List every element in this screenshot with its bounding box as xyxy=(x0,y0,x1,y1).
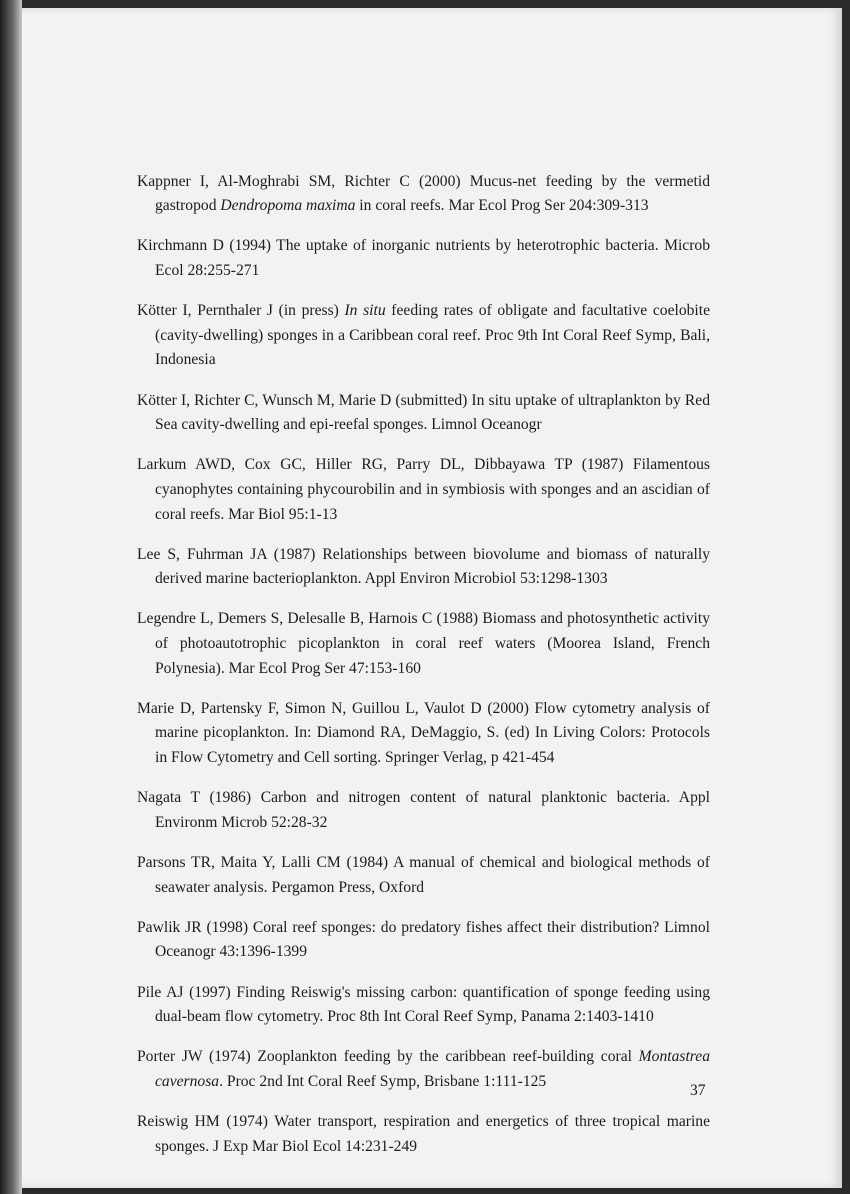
reference-list xyxy=(137,154,710,1159)
reference-text: Lee S, Fuhrman JA (1987) Relationships between biovolume and biomass of naturally derived marine bacterioplankton. Appl Environ Microbiol 53:1298-1303 xyxy=(137,545,710,588)
reference-entry xyxy=(137,1045,710,1094)
document-page xyxy=(22,8,842,1188)
page-number: 37 xyxy=(690,1082,706,1099)
reference-text: Marie D, Partensky F, Simon N, Guillou L, Vaulot D (2000) Flow cytometry analysis of marine picoplankton. In: Diamond RA, DeMaggio, S. (ed) In Living Colors: Protocols in Flow Cytometry and Cell sorting. Springer Verlag, p 421-454 xyxy=(137,699,710,767)
reference-entry xyxy=(137,389,710,438)
reference-entry xyxy=(137,916,710,965)
reference-entry xyxy=(137,607,710,681)
reference-entry xyxy=(137,543,710,592)
reference-text: feeding rates of obligate and facultative coelobite (cavity-dwelling) sponges in a Caribbean coral reef. Proc 9th Int Coral Reef Symp, Bali, Indonesia xyxy=(155,302,711,369)
reference-text: Parsons TR, Maita Y, Lalli CM (1984) A manual of chemical and biological methods of seawater analysis. Pergamon Press, Oxford xyxy=(137,854,710,896)
reference-text: Nagata T (1986) Carbon and nitrogen content of natural planktonic bacteria. Appl Environm Microb 52:28-32 xyxy=(137,789,710,831)
reference-text: Kötter I, Richter C, Wunsch M, Marie D (submitted) In situ uptake of ultraplankton by Red Sea cavity-dwelling and epi-reefal sponges. Limnol Oceanogr xyxy=(137,391,710,434)
reference-text: Legendre L, Demers S, Delesalle B, Harnois C (1988) Biomass and photosynthetic activity of photoautotrophic picoplankton in coral reef waters (Moorea Island, French Polynesia). Mar Ecol Prog Ser 47:153-160 xyxy=(137,610,710,677)
reference-italic-text: In situ xyxy=(344,302,386,320)
reference-text: Pile AJ (1997) Finding Reiswig's missing carbon: quantification of sponge feeding using dual-beam flow cytometry. Proc 8th Int Coral Reef Symp, Panama 2:1403-1410 xyxy=(137,983,710,1026)
reference-italic-text: Montastrea cavernosa xyxy=(155,1048,710,1090)
reference-text: Reiswig HM (1974) Water transport, respiration and energetics of three tropical marine sponges. J Exp Mar Biol Ecol 14:231-249 xyxy=(137,1113,710,1155)
reference-text: Kirchmann D (1994) The uptake of inorganic nutrients by heterotrophic bacteria. Microb Ecol 28:255-271 xyxy=(137,237,710,279)
binding-edge xyxy=(0,0,22,1194)
reference-entry xyxy=(137,1110,710,1159)
reference-text: Pawlik JR (1998) Coral reef sponges: do predatory fishes affect their distribution? Limnol Oceanogr 43:1396-1399 xyxy=(137,918,710,961)
reference-text: Kappner I, Al-Moghrabi SM, Richter C (2000) Mucus-net feeding by the vermetid gastropod xyxy=(137,172,710,215)
reference-entry xyxy=(137,851,710,900)
reference-entry xyxy=(137,786,710,835)
reference-text: in coral reefs. Mar Ecol Prog Ser 204:309-313 xyxy=(355,197,649,215)
reference-entry xyxy=(137,234,710,283)
reference-entry xyxy=(137,299,710,373)
reference-italic-text: Dendropoma maxima xyxy=(220,197,356,215)
reference-text: Kötter I, Pernthaler J (in press) xyxy=(137,302,345,320)
reference-text: . Proc 2nd Int Coral Reef Symp, Brisbane 1:111-125 xyxy=(219,1072,547,1090)
reference-entry xyxy=(137,981,710,1030)
reference-entry xyxy=(137,697,710,771)
reference-text: Larkum AWD, Cox GC, Hiller RG, Parry DL, Dibbayawa TP (1987) Filamentous cyanophytes containing phycourobilin and in symbiosis with sponges and an ascidian of coral reefs. Mar Biol 95:1-13 xyxy=(137,456,710,523)
reference-entry xyxy=(137,453,710,527)
reference-entry xyxy=(137,170,710,219)
reference-text: Porter JW (1974) Zooplankton feeding by the caribbean reef-building coral xyxy=(137,1048,639,1066)
